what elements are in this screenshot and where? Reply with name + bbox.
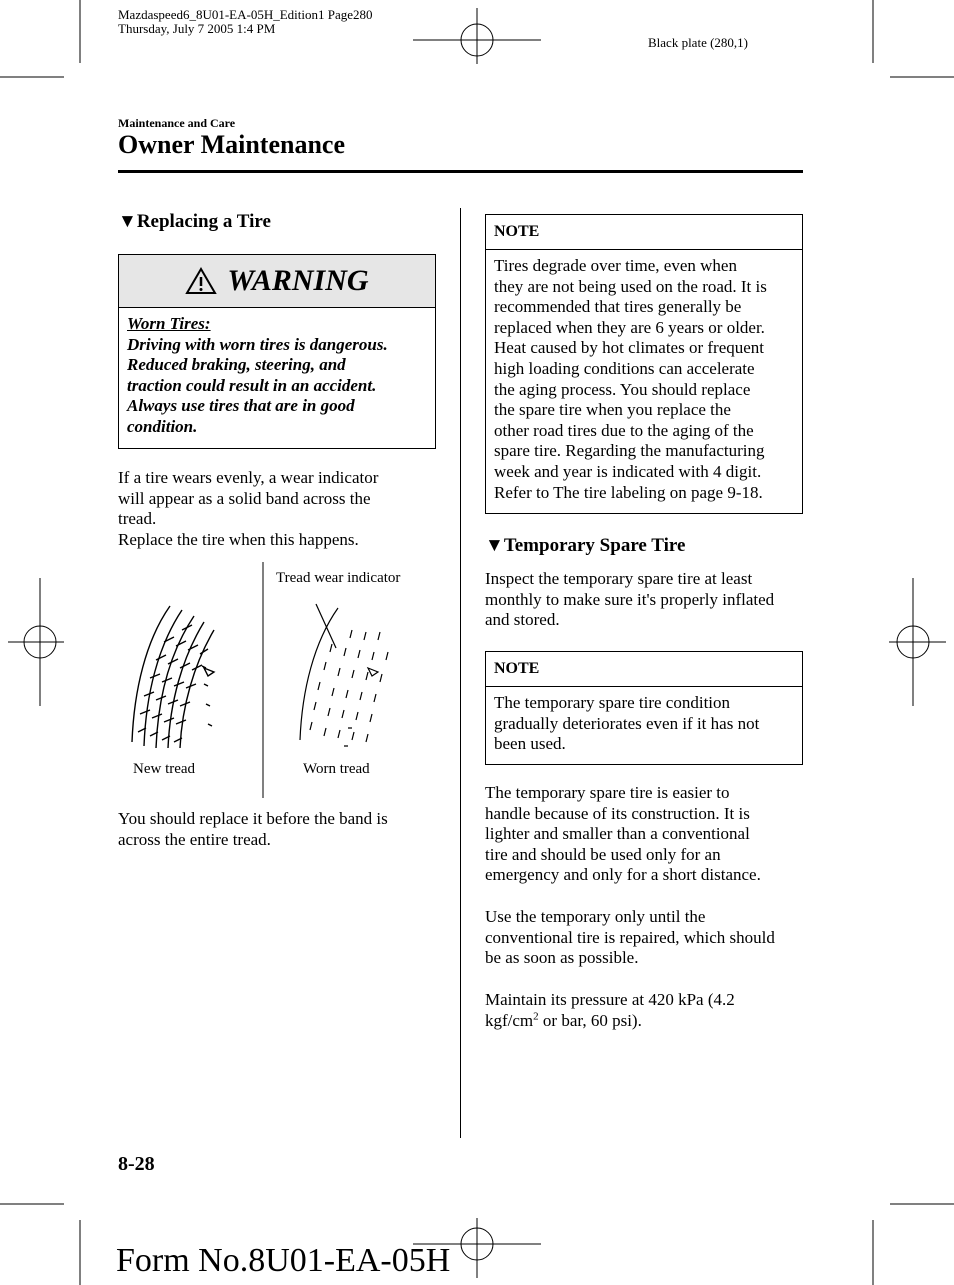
text-line: Maintain its pressure at 420 kPa (4.2	[485, 990, 735, 1009]
text-line: gradually deteriorates even if it has not	[494, 713, 760, 733]
text-line: across the entire tread.	[118, 829, 271, 849]
text-line: the aging process. You should replace	[494, 379, 751, 399]
text-line: The temporary spare tire condition	[494, 693, 731, 712]
note-box-deteriorate	[485, 651, 803, 765]
page-number: 8-28	[118, 1153, 155, 1175]
section-label: Maintenance and Care	[118, 116, 236, 130]
text-line	[485, 1011, 815, 1032]
text-line: high loading conditions can accelerate	[494, 358, 755, 378]
text-line: Use the temporary only until the	[485, 907, 706, 926]
text-line: and stored.	[485, 610, 560, 630]
warning-line: Reduced braking, steering, and	[127, 355, 346, 375]
plate-label: Black plate (280,1)	[648, 35, 748, 50]
warning-subtitle: Worn Tires:	[127, 314, 211, 333]
text-line: the spare tire when you replace the	[494, 400, 731, 420]
column-divider	[460, 208, 461, 1138]
inspect-paragraph	[485, 569, 815, 631]
text-line: recommended that tires generally be	[494, 297, 742, 317]
note-body	[486, 250, 802, 511]
text-line: conventional tire is repaired, which should	[485, 927, 775, 947]
text-line: been used.	[494, 734, 566, 754]
text-line: other road tires due to the aging of the	[494, 420, 754, 440]
text-line: Inspect the temporary spare tire at least	[485, 569, 753, 588]
text-line: week and year is indicated with 4 digit.	[494, 461, 762, 481]
unit-text: kgf/cm	[485, 1010, 534, 1030]
text-line: tread.	[118, 509, 157, 529]
text-line: emergency and only for a short distance.	[485, 865, 761, 885]
new-tread-label: New tread	[133, 761, 196, 777]
wear-indicator-paragraph	[118, 468, 448, 550]
tread-figure	[118, 560, 438, 800]
worn-tread-drawing	[300, 604, 388, 746]
warning-line: condition.	[127, 416, 198, 436]
text-line: You should replace it before the band is	[118, 809, 388, 828]
print-date-line: Thursday, July 7 2005 1:4 PM	[118, 21, 276, 36]
text-line: If a tire wears evenly, a wear indicator	[118, 468, 379, 487]
warning-title: WARNING	[227, 264, 369, 297]
form-number: Form No.8U01-EA-05H	[116, 1242, 451, 1279]
text-line: Tires degrade over time, even when	[494, 256, 737, 275]
triangle-down-icon: ▼	[485, 535, 504, 556]
warning-body	[119, 308, 435, 444]
heading-text: Temporary Spare Tire	[503, 535, 686, 556]
new-tread-drawing	[132, 606, 214, 748]
tread-wear-indicator-label: Tread wear indicator	[276, 570, 401, 586]
warning-line: traction could result in an accident.	[127, 375, 377, 395]
note-box-aging	[485, 214, 803, 514]
text-line: monthly to make sure it's properly inflated	[485, 589, 775, 609]
text-line: Replace the tire when this happens.	[118, 529, 359, 549]
text-line: handle because of its construction. It is	[485, 803, 750, 823]
warning-line: Driving with worn tires is dangerous.	[127, 334, 388, 354]
note-body	[486, 687, 802, 763]
text-line: they are not being used on the road. It is	[494, 276, 767, 296]
note-title: NOTE	[486, 652, 802, 687]
text-line: tire and should be used only for an	[485, 844, 721, 864]
text-line: Heat caused by hot climates or frequent	[494, 338, 765, 358]
replace-paragraph	[118, 809, 448, 850]
pressure-text: or bar, 60 psi).	[538, 1010, 642, 1030]
print-header	[118, 8, 373, 36]
warning-triangle-icon	[185, 267, 217, 295]
pressure-paragraph	[485, 990, 815, 1031]
warning-line: Always use tires that are in good	[127, 396, 355, 416]
text-line: will appear as a solid band across the	[118, 488, 371, 508]
note-title: NOTE	[486, 215, 802, 250]
heading-text: Replacing a Tire	[136, 211, 271, 232]
text-line: be as soon as possible.	[485, 948, 639, 968]
warning-header	[119, 255, 435, 308]
print-file-line: Mazdaspeed6_8U01-EA-05H_Edition1 Page280	[118, 7, 373, 22]
text-line: Refer to The tire labeling on page 9-18.	[494, 482, 763, 502]
title-rule	[118, 170, 803, 173]
worn-tread-label: Worn tread	[303, 761, 370, 777]
replacing-tire-heading	[118, 211, 271, 233]
spare-construction-paragraph	[485, 783, 815, 886]
text-line: replaced when they are 6 years or older.	[494, 317, 765, 337]
warning-box	[118, 254, 436, 449]
temporary-spare-heading	[485, 535, 685, 557]
unit-superscript: 2	[533, 1009, 539, 1022]
text-line: lighter and smaller than a conventional	[485, 824, 750, 844]
page-title: Owner Maintenance	[118, 130, 345, 159]
text-line: spare tire. Regarding the manufacturing	[494, 441, 765, 461]
text-line: The temporary spare tire is easier to	[485, 783, 730, 802]
triangle-down-icon: ▼	[118, 211, 137, 232]
use-temporary-paragraph	[485, 907, 815, 969]
